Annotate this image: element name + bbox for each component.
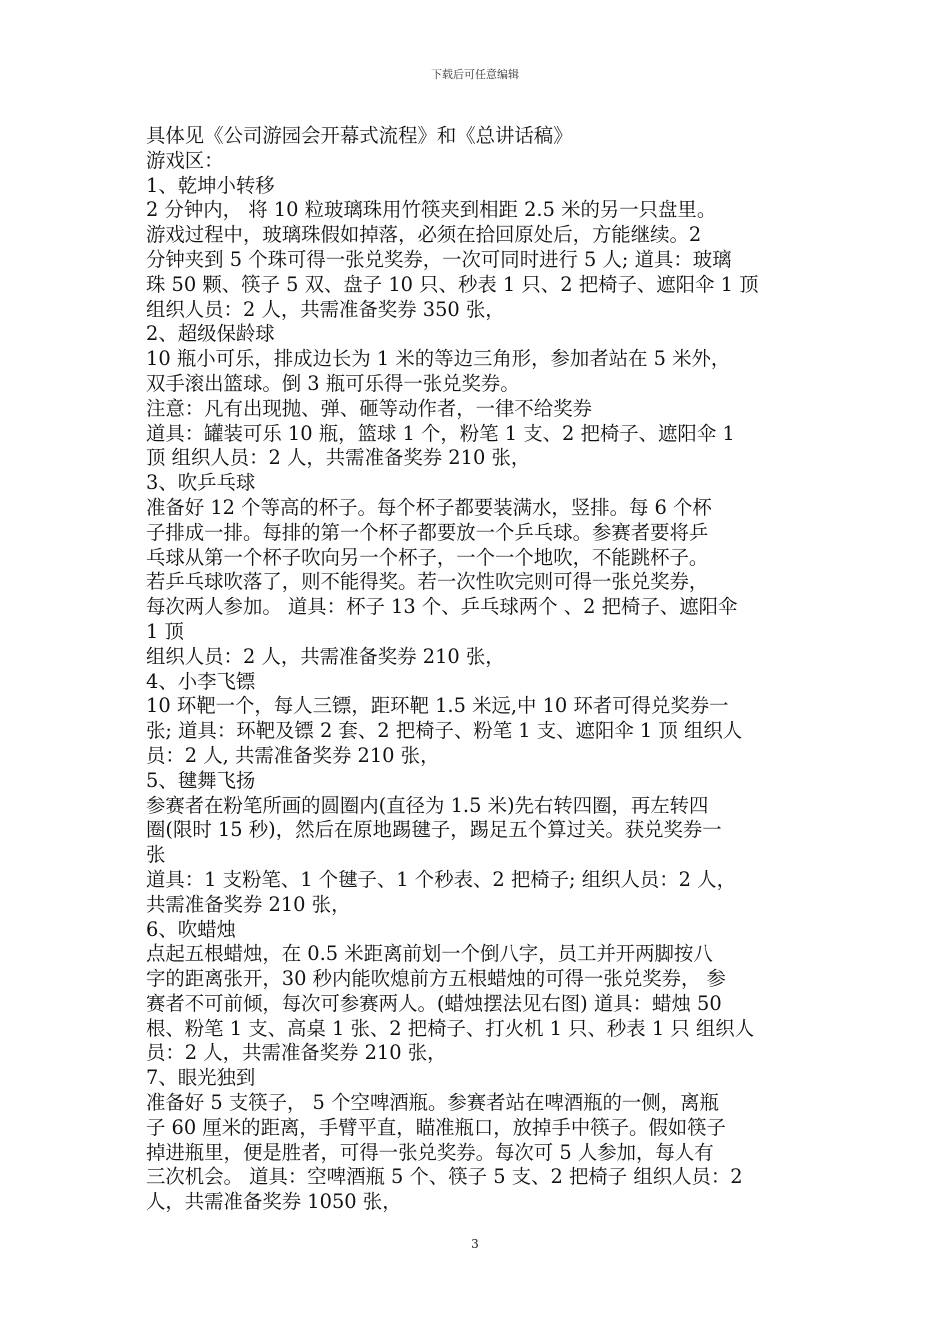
text-line: 组织人员：2 人，共需准备奖券 350 张， xyxy=(146,297,505,321)
text-line: 张; 道具：环靶及镖 2 套、2 把椅子、粉笔 1 支、遮阳伞 1 顶 组织人 xyxy=(146,719,743,743)
text-line: 具体见《公司游园会开幕式流程》和《总讲话稿》 xyxy=(146,124,573,147)
text-line: 根、粉笔 1 支、高桌 1 张、2 把椅子、打火机 1 只、秒表 1 只 组织人 xyxy=(146,1016,755,1040)
text-line: 珠 50 颗、筷子 5 双、盘子 10 只、秒表 1 只、2 把椅子、遮阳伞 1 顶 xyxy=(146,272,759,296)
text-line: 乓球从第一个杯子吹向另一个杯子，一个一个地吹，不能跳杯子。 xyxy=(146,545,709,569)
text-line: 掉进瓶里，便是胜者，可得一张兑奖券。每次可 5 人参加，每人有 xyxy=(146,1140,714,1164)
text-line: 分钟夹到 5 个珠可得一张兑奖券，一次可同时进行 5 人; 道具：玻璃 xyxy=(146,247,732,271)
text-line: 子 60 厘米的距离，手臂平直，瞄准瓶口，放掉手中筷子。假如筷子 xyxy=(146,1115,726,1139)
text-line: 若乒乓球吹落了，则不能得奖。若一次性吹完则可得一张兑奖券， xyxy=(146,570,709,594)
document-body xyxy=(146,124,810,1215)
text-line: 顶 组织人员：2 人，共需准备奖券 210 张， xyxy=(146,446,531,470)
text-line: 每次两人参加。 道具：杯子 13 个、乒乓球两个 、2 把椅子、遮阳伞 xyxy=(146,595,738,619)
section-heading: 1、乾坤小转移 xyxy=(146,173,275,197)
text-line: 游戏过程中，玻璃珠假如掉落，必须在拾回原处后，方能继续。2 xyxy=(146,223,702,247)
text-line: 2 分钟内， 将 10 粒玻璃珠用竹筷夹到相距 2.5 米的另一只盘里。 xyxy=(146,198,717,222)
text-line: 1 顶 xyxy=(146,619,184,643)
text-line: 赛者不可前倾，每次可参赛两人。(蜡烛摆法见右图) 道具：蜡烛 50 xyxy=(146,991,722,1015)
text-line: 组织人员：2 人，共需准备奖券 210 张， xyxy=(146,644,505,668)
text-line: 10 瓶小可乐，排成边长为 1 米的等边三角形，参加者站在 5 米外， xyxy=(146,347,731,371)
text-line: 员：2 人, 共需准备奖券 210 张， xyxy=(146,743,440,767)
text-line: 游戏区： xyxy=(146,148,224,172)
text-line: 员：2 人，共需准备奖券 210 张， xyxy=(146,1041,447,1065)
text-line: 双手滚出篮球。倒 3 瓶可乐得一张兑奖券。 xyxy=(146,371,520,395)
text-line: 三次机会。 道具：空啤酒瓶 5 个、筷子 5 支、2 把椅子 组织人员：2 xyxy=(146,1165,743,1189)
section-heading: 7、眼光独到 xyxy=(146,1066,256,1090)
text-line: 子排成一排。每排的第一个杯子都要放一个乒乓球。参赛者要将乒 xyxy=(146,520,709,544)
text-line: 共需准备奖券 210 张， xyxy=(146,892,351,916)
text-line: 注意：凡有出现抛、弹、砸等动作者，一律不给奖券 xyxy=(146,396,592,420)
section-heading: 4、小李飞镖 xyxy=(146,669,256,693)
text-line: 10 环靶一个，每人三镖，距环靶 1.5 米远,中 10 环者可得兑奖券一 xyxy=(146,694,729,718)
text-line: 圈(限时 15 秒)，然后在原地踢毽子，踢足五个算过关。获兑奖券一 xyxy=(146,818,722,842)
text-line: 人，共需准备奖券 1050 张， xyxy=(146,1190,402,1214)
page-number: 3 xyxy=(471,1237,479,1251)
text-line: 张 xyxy=(146,843,166,867)
text-line: 准备好 5 支筷子， 5 个空啤酒瓶。参赛者站在啤酒瓶的一侧，离瓶 xyxy=(146,1091,719,1115)
text-line: 字的距离张开，30 秒内能吹熄前方五根蜡烛的可得一张兑奖券， 参 xyxy=(146,967,726,991)
section-heading: 5、毽舞飞扬 xyxy=(146,768,256,792)
text-line: 点起五根蜡烛，在 0.5 米距离前划一个倒八字，员工并开两脚按八 xyxy=(146,942,713,966)
text-line: 准备好 12 个等高的杯子。每个杯子都要装满水，竖排。每 6 个杯 xyxy=(146,495,712,519)
section-heading: 2、超级保龄球 xyxy=(146,322,275,346)
text-line: 道具：罐装可乐 10 瓶，篮球 1 个，粉笔 1 支、2 把椅子、遮阳伞 1 xyxy=(146,421,735,445)
section-heading: 6、吹蜡烛 xyxy=(146,917,236,941)
text-line: 道具：1 支粉笔、1 个毽子、1 个秒表、2 把椅子; 组织人员：2 人， xyxy=(146,867,736,891)
section-heading: 3、吹乒乓球 xyxy=(146,471,256,495)
page-header-note: 下载后可任意编辑 xyxy=(431,68,519,81)
text-line: 参赛者在粉笔所画的圆圈内(直径为 1.5 米)先右转四圈，再左转四 xyxy=(146,793,709,817)
